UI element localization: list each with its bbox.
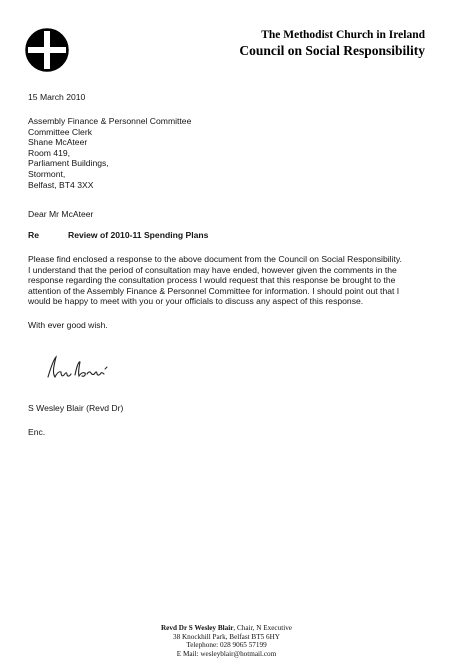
footer-role: , Chair, N Executive xyxy=(233,624,292,632)
footer-telephone: Telephone: 028 9065 57199 xyxy=(186,641,267,650)
subject-line xyxy=(28,230,208,241)
letter-body-paragraph xyxy=(28,254,433,307)
letter-footer xyxy=(0,624,453,658)
footer-address: 38 Knockhill Park, Belfast BT5 6HY xyxy=(172,632,280,641)
paragraph-line: attention of the Assembly Finance & Personnel Committee for information. I should point out that I xyxy=(28,285,400,296)
letter-date: 15 March 2010 xyxy=(28,92,86,102)
signer-name: S Wesley Blair (Revd Dr) xyxy=(28,403,124,413)
salutation: Dear Mr McAteer xyxy=(28,209,94,219)
address-line: Room 419, xyxy=(28,147,71,158)
address-line: Parliament Buildings, xyxy=(28,158,109,169)
subject-label: Re xyxy=(28,230,39,240)
handwritten-signature xyxy=(42,347,112,387)
paragraph-line: would be happy to meet with you or your officials to discuss any aspect of this response. xyxy=(28,296,364,307)
recipient-address xyxy=(28,116,191,190)
subject-text: Review of 2010-11 Spending Plans xyxy=(68,230,209,240)
letterhead xyxy=(239,29,425,59)
org-name: The Methodist Church in Ireland xyxy=(261,29,425,41)
paragraph-line: response regarding the consultation process I would request that this response be brought to the xyxy=(28,275,396,286)
footer-name: Revd Dr S Wesley Blair xyxy=(160,624,234,632)
address-line: Assembly Finance & Personnel Committee xyxy=(28,116,192,126)
footer-line xyxy=(0,624,453,633)
methodist-cross-logo-icon xyxy=(25,28,69,72)
address-line: Stormont, xyxy=(28,168,66,179)
address-line: Shane McAteer xyxy=(28,137,88,148)
footer-email: E Mail: wesleyblair@hotmail.com xyxy=(176,649,277,658)
paragraph-line: Please find enclosed a response to the above document from the Council on Social Responsibility. xyxy=(28,254,402,264)
enclosure-note: Enc. xyxy=(28,427,46,437)
org-council-name: Council on Social Responsibility xyxy=(239,43,425,58)
address-line: Belfast, BT4 3XX xyxy=(28,179,94,190)
closing-line: With ever good wish. xyxy=(28,320,108,330)
paragraph-line: I understand that the period of consultation may have ended, however given the comments in the xyxy=(28,264,397,275)
address-line: Committee Clerk xyxy=(28,126,92,137)
